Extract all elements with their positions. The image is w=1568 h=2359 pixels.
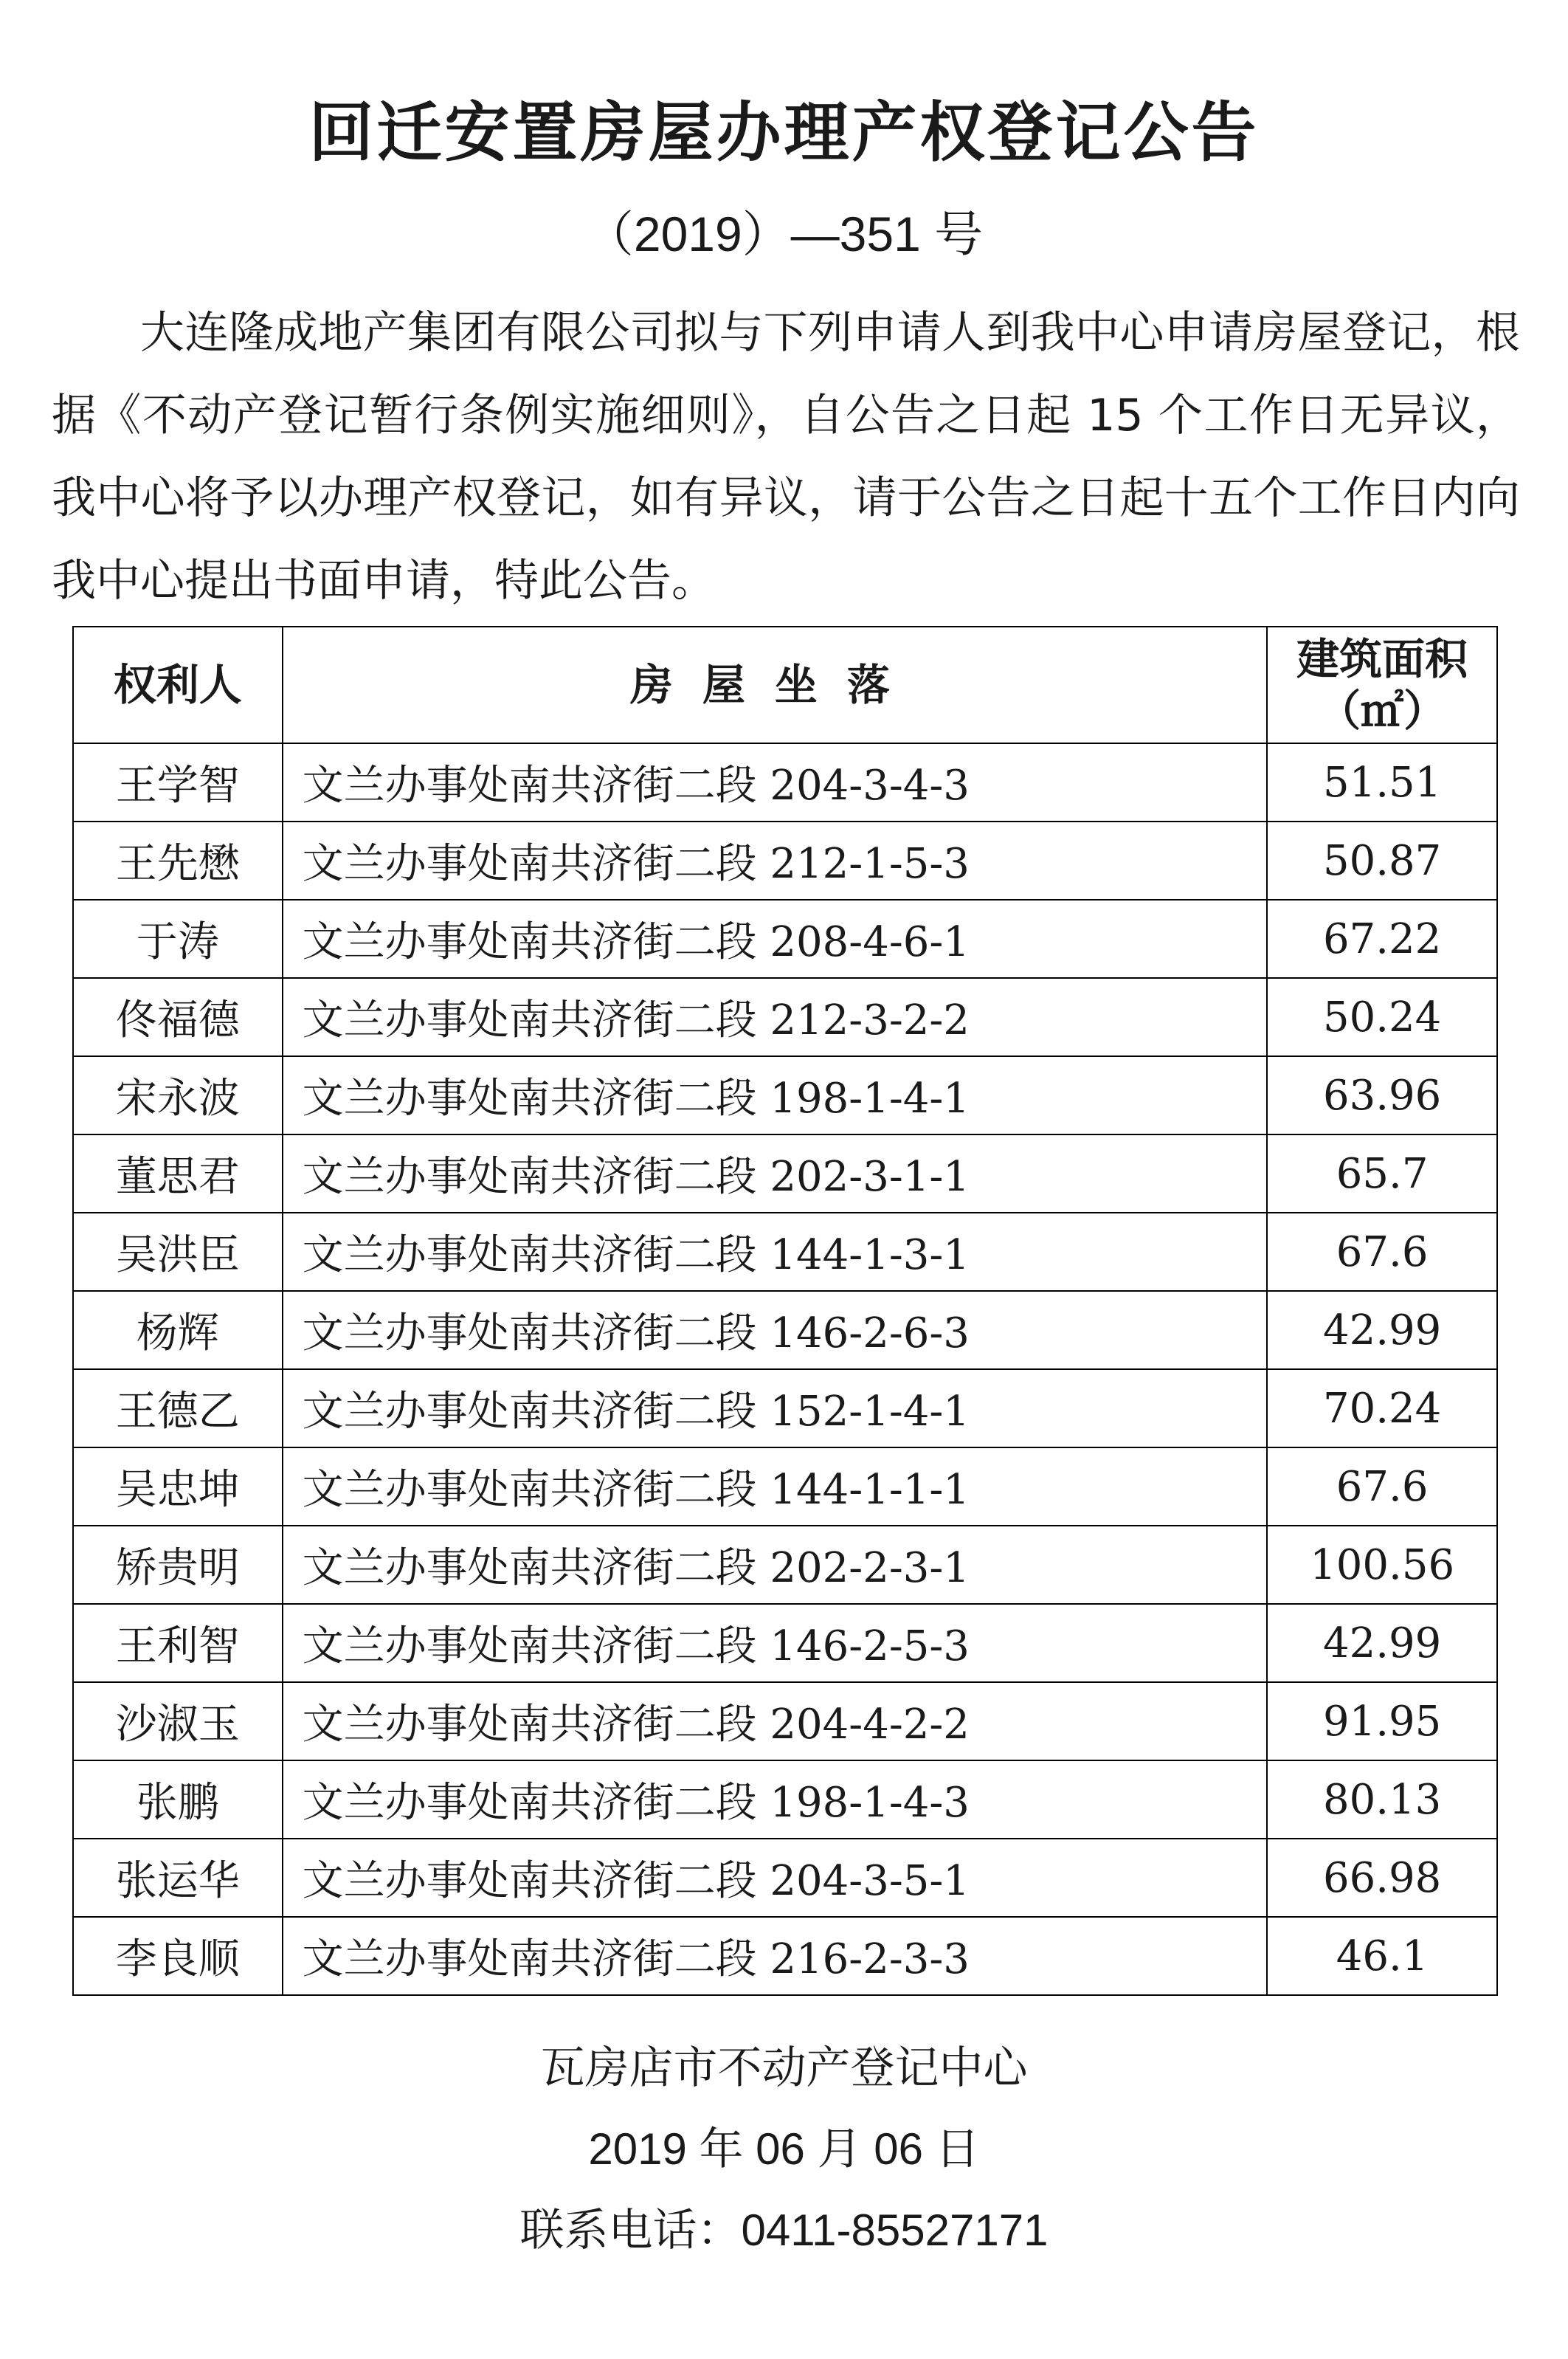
page-title: 回迁安置房屋办理产权登记公告 xyxy=(308,94,1260,171)
owner-cell: 王学智 xyxy=(73,743,283,822)
table-header-row xyxy=(73,627,1497,743)
owner-cell: 张鹏 xyxy=(73,1760,283,1839)
table-row xyxy=(73,1447,1497,1526)
header-owner: 权利人 xyxy=(73,627,283,743)
table-row xyxy=(73,1291,1497,1369)
address-cell: 文兰办事处南共济街二段 202-2-3-1 xyxy=(283,1526,1268,1604)
contact-phone: 联系电话：0411-85527171 xyxy=(519,2205,1049,2255)
area-cell: 100.56 xyxy=(1267,1526,1497,1604)
table-row xyxy=(73,1526,1497,1604)
area-cell: 67.22 xyxy=(1267,900,1497,978)
owner-cell: 沙淑玉 xyxy=(73,1682,283,1760)
address-cell: 文兰办事处南共济街二段 204-3-4-3 xyxy=(283,743,1268,822)
owner-cell: 王德乙 xyxy=(73,1369,283,1447)
owner-cell: 李良顺 xyxy=(73,1917,283,1995)
table-row xyxy=(73,1369,1497,1447)
area-cell: 50.24 xyxy=(1267,978,1497,1056)
header-area-unit: （㎡） xyxy=(1318,686,1447,736)
issuing-organization: 瓦房店市不动产登记中心 xyxy=(540,2042,1028,2094)
area-cell: 66.98 xyxy=(1267,1839,1497,1917)
table-row xyxy=(73,743,1497,822)
registry-body xyxy=(73,743,1497,1995)
area-cell: 70.24 xyxy=(1267,1369,1497,1447)
area-cell: 67.6 xyxy=(1267,1447,1497,1526)
area-cell: 65.7 xyxy=(1267,1134,1497,1213)
area-cell: 63.96 xyxy=(1267,1056,1497,1134)
address-cell: 文兰办事处南共济街二段 198-1-4-1 xyxy=(283,1056,1268,1134)
area-cell: 80.13 xyxy=(1267,1760,1497,1839)
address-cell: 文兰办事处南共济街二段 202-3-1-1 xyxy=(283,1134,1268,1213)
address-cell: 文兰办事处南共济街二段 212-3-2-2 xyxy=(283,978,1268,1056)
address-cell: 文兰办事处南共济街二段 146-2-6-3 xyxy=(283,1291,1268,1369)
header-address: 房屋坐落 xyxy=(283,627,1268,743)
registry-table xyxy=(72,626,1498,1996)
owner-cell: 佟福德 xyxy=(73,978,283,1056)
address-cell: 文兰办事处南共济街二段 146-2-5-3 xyxy=(283,1604,1268,1682)
table-row xyxy=(73,1917,1497,1995)
area-cell: 42.99 xyxy=(1267,1604,1497,1682)
area-cell: 67.6 xyxy=(1267,1213,1497,1291)
address-cell: 文兰办事处南共济街二段 144-1-1-1 xyxy=(283,1447,1268,1526)
address-cell: 文兰办事处南共济街二段 204-4-2-2 xyxy=(283,1682,1268,1760)
owner-cell: 王利智 xyxy=(73,1604,283,1682)
owner-cell: 张运华 xyxy=(73,1839,283,1917)
table-row xyxy=(73,1682,1497,1760)
owner-cell: 吴洪臣 xyxy=(73,1213,283,1291)
owner-cell: 杨辉 xyxy=(73,1291,283,1369)
owner-cell: 吴忠坤 xyxy=(73,1447,283,1526)
area-cell: 42.99 xyxy=(1267,1291,1497,1369)
issue-date: 2019 年 06 月 06 日 xyxy=(588,2124,980,2174)
table-row xyxy=(73,900,1497,978)
table-row xyxy=(73,978,1497,1056)
area-cell: 91.95 xyxy=(1267,1682,1497,1760)
table-row xyxy=(73,1604,1497,1682)
table-row xyxy=(73,1134,1497,1213)
address-cell: 文兰办事处南共济街二段 208-4-6-1 xyxy=(283,900,1268,978)
owner-cell: 矫贵明 xyxy=(73,1526,283,1604)
document-number: （2019）—351 号 xyxy=(584,207,984,261)
header-area-label: 建筑面积 xyxy=(1296,634,1468,684)
table-row xyxy=(73,1213,1497,1291)
area-cell: 50.87 xyxy=(1267,822,1497,900)
address-cell: 文兰办事处南共济街二段 212-1-5-3 xyxy=(283,822,1268,900)
address-cell: 文兰办事处南共济街二段 216-2-3-3 xyxy=(283,1917,1268,1995)
table-row xyxy=(73,1839,1497,1917)
table-row xyxy=(73,822,1497,900)
owner-cell: 于涛 xyxy=(73,900,283,978)
address-cell: 文兰办事处南共济街二段 152-1-4-1 xyxy=(283,1369,1268,1447)
announcement-paragraph: 大连隆成地产集团有限公司拟与下列申请人到我中心申请房屋登记，根据《不动产登记暂行条例实施细则》，自公告之日起 15 个工作日无异议，我中心将予以办理产权登记，如有异议，请于公告之日起十五个工作日内向我中心提出书面申请，特此公告。 xyxy=(52,307,1520,607)
header-area xyxy=(1267,627,1497,743)
address-cell: 文兰办事处南共济街二段 144-1-3-1 xyxy=(283,1213,1268,1291)
area-cell: 46.1 xyxy=(1267,1917,1497,1995)
address-cell: 文兰办事处南共济街二段 204-3-5-1 xyxy=(283,1839,1268,1917)
table-row xyxy=(73,1056,1497,1134)
owner-cell: 董思君 xyxy=(73,1134,283,1213)
table-row xyxy=(73,1760,1497,1839)
address-cell: 文兰办事处南共济街二段 198-1-4-3 xyxy=(283,1760,1268,1839)
area-cell: 51.51 xyxy=(1267,743,1497,822)
owner-cell: 王先懋 xyxy=(73,822,283,900)
owner-cell: 宋永波 xyxy=(73,1056,283,1134)
